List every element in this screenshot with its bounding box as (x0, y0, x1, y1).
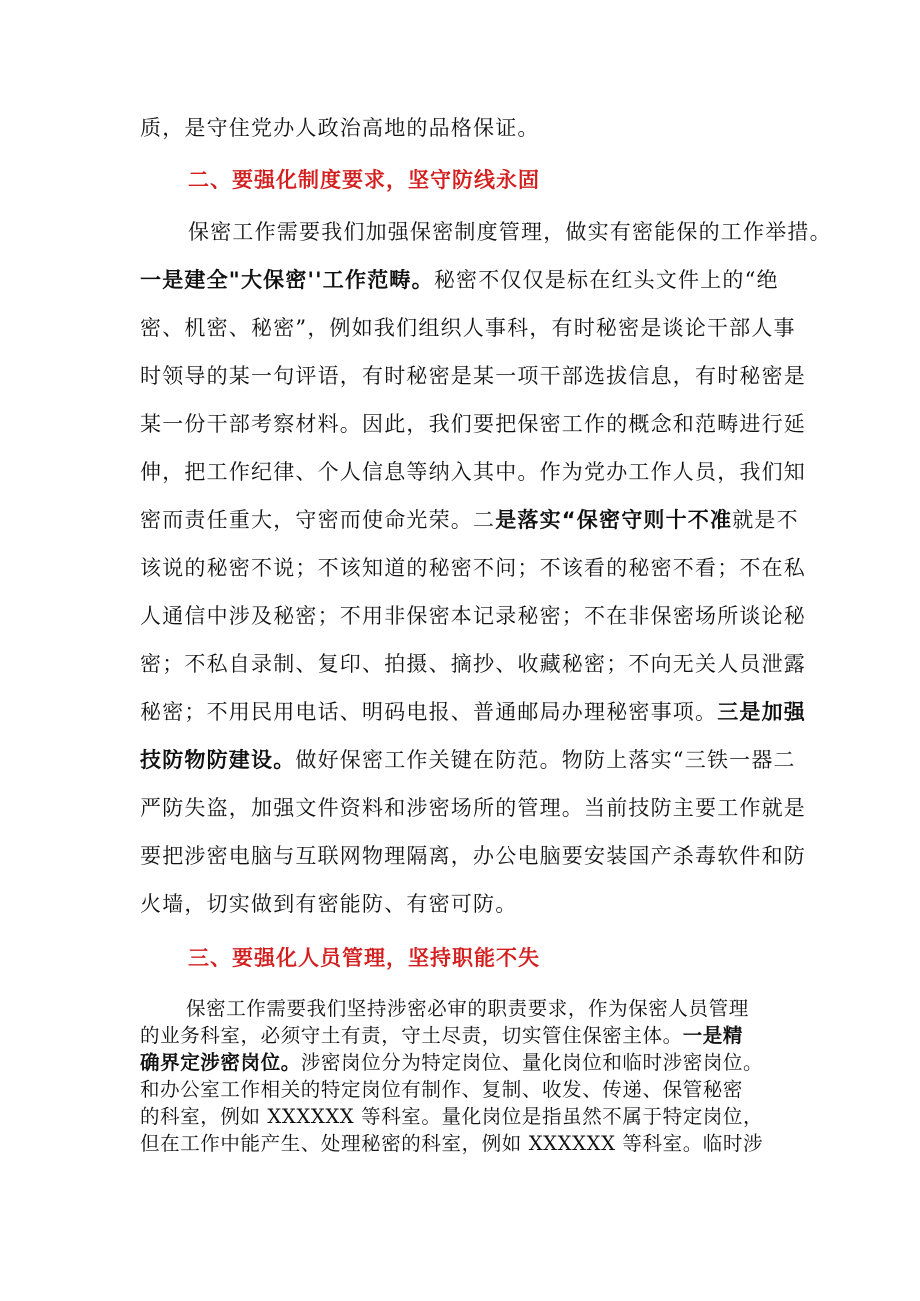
section-heading-3: 三、要强化人员管理，坚持职能不失 (188, 946, 540, 970)
text-run: 秘密；不用民用电话、明码电报、普通邮局办理秘密事项。 (140, 700, 718, 724)
paragraph-line (140, 1077, 790, 1103)
paragraph-line (140, 1104, 790, 1130)
text-run: 密；不私自录制、复印、拍摄、摘抄、收藏秘密；不向无关人员泄露 (140, 652, 806, 676)
bold-text-run: 确界定涉密岗位。 (140, 1051, 301, 1074)
text-run: 密而责任重大，守密而使命光荣。二 (140, 508, 496, 532)
paragraph-line (140, 650, 806, 678)
paragraph-line (188, 218, 832, 246)
text-run: 保密工作需要我们坚持涉密必审的职责要求，作为保密人员管理 (186, 997, 749, 1020)
text-run: 某一份干部考察材料。因此，我们要把保密工作的概念和范畴进行延 (140, 412, 806, 436)
paragraph-line (140, 410, 806, 438)
text-run: 涉密岗位分为特定岗位、量化岗位和临时涉密岗位。 (300, 1051, 764, 1074)
text-run: 该说的秘密不说；不该知道的秘密不问；不该看的秘密不看；不在私 (140, 556, 806, 580)
text-run: 但在工作中能产生、处理秘密的科室，例如 XXXXXX 等科室。临时涉 (140, 1132, 764, 1155)
text-run: 要把涉密电脑与互联网物理隔离，办公电脑要安装国产杀毒软件和防 (140, 844, 806, 868)
bold-text-run: 三是加强 (717, 700, 807, 724)
text-run: 密、机密、秘密”，例如我们组织人事科，有时秘密是谈论干部人事 (140, 316, 796, 340)
text-run: 保密工作需要我们加强保密制度管理，做实有密能保的工作举措。 (188, 220, 832, 244)
text-run: 的科室，例如 XXXXXX 等科室。量化岗位是指虽然不属于特定岗位， (140, 1105, 764, 1128)
bold-text-run: 一是建全"大保密''工作范畴。 (140, 268, 434, 292)
text-run: 的业务科室，必须守土有责，守土尽责，切实管住保密主体。 (140, 1024, 683, 1047)
paragraph-line (140, 554, 806, 582)
paragraph-line (140, 890, 790, 918)
text-run: 人通信中涉及秘密；不用非保密本记录秘密；不在非保密场所谈论秘 (140, 604, 806, 628)
paragraph-line (140, 506, 799, 534)
text-run: 时领导的某一句评语，有时秘密是某一项干部选拔信息，有时秘密是 (140, 364, 806, 388)
paragraph-line (140, 314, 796, 342)
text-run: 火墙，切实做到有密能防、有密可防。 (140, 892, 518, 916)
text-run: 伸，把工作纪律、个人信息等纳入其中。作为党办工作人员，我们知 (140, 460, 806, 484)
bold-text-run: 技防物防建设。 (140, 748, 296, 772)
bold-text-run: 是落实“保密守则十不准 (495, 508, 733, 532)
paragraph-line (140, 1023, 790, 1049)
text-run: 就是不 (732, 508, 799, 532)
text-run: 严防失盗，加强文件资料和涉密场所的管理。当前技防主要工作就是 (140, 796, 806, 820)
paragraph-line (140, 1131, 790, 1157)
text-run: 和办公室工作相关的特定岗位有制作、复制、收发、传递、保管秘密 (140, 1078, 744, 1101)
paragraph-line (140, 746, 796, 774)
paragraph-line (140, 794, 806, 822)
paragraph-line (186, 996, 796, 1022)
text-run: 质，是守住党办人政治高地的品格保证。 (140, 116, 540, 140)
bold-text-run: 一是精 (682, 1024, 744, 1047)
paragraph-line (140, 842, 806, 870)
paragraph-line (140, 602, 806, 630)
paragraph-line (140, 1050, 790, 1076)
paragraph-line (140, 266, 790, 294)
paragraph-line (140, 362, 806, 390)
paragraph-line (140, 114, 790, 142)
section-heading-2: 二、要强化制度要求，坚守防线永固 (188, 168, 540, 192)
text-run: 秘密不仅仅是标在红头文件上的“绝 (433, 268, 779, 292)
text-run: 做好保密工作关键在防范。物防上落实“三铁一器二 (295, 748, 796, 772)
paragraph-line (140, 458, 806, 486)
paragraph-line (140, 698, 807, 726)
